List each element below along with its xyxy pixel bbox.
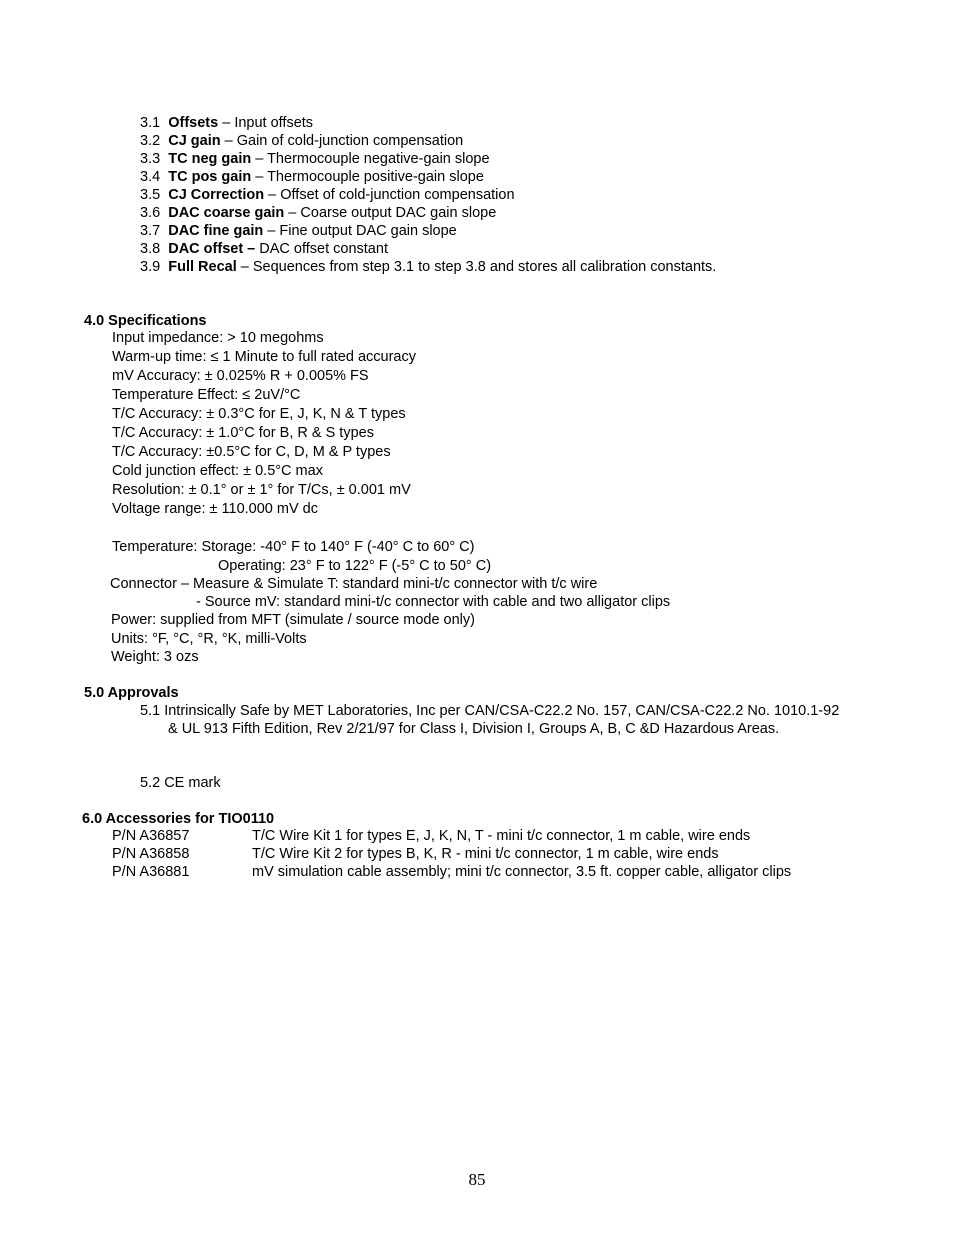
list-item: 3.2 CJ gain – Gain of cold-junction compensation [140,133,464,149]
part-number: P/N A36858 [112,846,190,862]
list-item: 3.6 DAC coarse gain – Coarse output DAC gain slope [140,205,497,221]
section-heading: 4.0 Specifications [84,313,207,329]
list-item: 3.3 TC neg gain – Thermocouple negative-gain slope [140,151,490,167]
spec-line: Temperature Effect: ≤ 2uV/°C [112,387,301,403]
power-line: Power: supplied from MFT (simulate / source mode only) [111,612,475,628]
spec-line: Resolution: ± 0.1° or ± 1° for T/Cs, ± 0.001 mV [112,482,411,498]
spec-line: Cold junction effect: ± 0.5°C max [112,463,323,479]
section-heading: 6.0 Accessories for TIO0110 [82,811,275,827]
item-term: TC neg gain [168,151,252,167]
spec-line: T/C Accuracy: ± 0.3°C for E, J, K, N & T types [112,406,406,422]
page-number: 85 [468,1170,486,1189]
spec-line: Input impedance: > 10 megohms [112,330,324,346]
item-term: CJ gain [168,133,221,149]
item-desc: – Offset of cold-junction compensation [264,187,515,203]
approval-item: 5.1 Intrinsically Safe by MET Laboratories, Inc per CAN/CSA-C22.2 No. 157, CAN/CSA-C22.2 No. 1010.1-92 [140,703,840,719]
item-desc: – Thermocouple positive-gain slope [251,169,484,185]
connector-line: Connector – Measure & Simulate T: standard mini-t/c connector with t/c wire [110,576,598,592]
item-term: CJ Correction [168,187,265,203]
spec-line: T/C Accuracy: ± 1.0°C for B, R & S types [112,425,374,441]
list-item: 3.5 CJ Correction – Offset of cold-junction compensation [140,187,515,203]
item-desc: – Fine output DAC gain slope [263,223,457,239]
temperature-storage: Temperature: Storage: -40° F to 140° F (-40° C to 60° C) [112,539,475,555]
part-description: T/C Wire Kit 2 for types B, K, R - mini t/c connector, 1 m cable, wire ends [252,846,719,862]
part-number: P/N A36881 [112,864,190,880]
item-term: TC pos gain [168,169,252,185]
connector-line: - Source mV: standard mini-t/c connector with cable and two alligator clips [196,594,671,610]
spec-line: mV Accuracy: ± 0.025% R + 0.005% FS [112,368,369,384]
item-term: DAC offset – [168,241,256,257]
approval-item: 5.2 CE mark [140,775,221,791]
item-desc: – Thermocouple negative-gain slope [251,151,490,167]
item-term: Full Recal [168,259,237,275]
list-item: 3.9 Full Recal – Sequences from step 3.1 to step 3.8 and stores all calibration constants. [140,259,717,275]
item-desc: – Input offsets [218,115,314,131]
list-item: 3.4 TC pos gain – Thermocouple positive-gain slope [140,169,484,185]
list-item: 3.7 DAC fine gain – Fine output DAC gain slope [140,223,457,239]
list-item: 3.8 DAC offset – DAC offset constant [140,241,388,257]
item-desc: DAC offset constant [255,241,388,257]
item-term: DAC coarse gain [168,205,285,221]
list-item: 3.1 Offsets – Input offsets [140,115,314,131]
item-term: Offsets [168,115,219,131]
item-desc: – Sequences from step 3.1 to step 3.8 and stores all calibration constants. [236,259,717,275]
units-line: Units: °F, °C, °R, °K, milli-Volts [111,631,307,647]
approval-item-continued: & UL 913 Fifth Edition, Rev 2/21/97 for Class I, Division I, Groups A, B, C &D Hazardous Areas. [168,721,780,737]
section-heading: 5.0 Approvals [84,685,179,701]
part-number: P/N A36857 [112,828,190,844]
temperature-operating: Operating: 23° F to 122° F (-5° C to 50° C) [218,558,492,574]
item-term: DAC fine gain [168,223,264,239]
weight-line: Weight: 3 ozs [111,649,199,665]
item-desc: – Coarse output DAC gain slope [284,205,497,221]
part-description: T/C Wire Kit 1 for types E, J, K, N, T - mini t/c connector, 1 m cable, wire ends [252,828,751,844]
spec-line: Warm-up time: ≤ 1 Minute to full rated accuracy [112,349,416,365]
spec-line: T/C Accuracy: ±0.5°C for C, D, M & P types [112,444,391,460]
spec-line: Voltage range: ± 110.000 mV dc [112,501,318,517]
part-description: mV simulation cable assembly; mini t/c connector, 3.5 ft. copper cable, alligator clips [252,864,792,880]
item-desc: – Gain of cold-junction compensation [220,133,464,149]
